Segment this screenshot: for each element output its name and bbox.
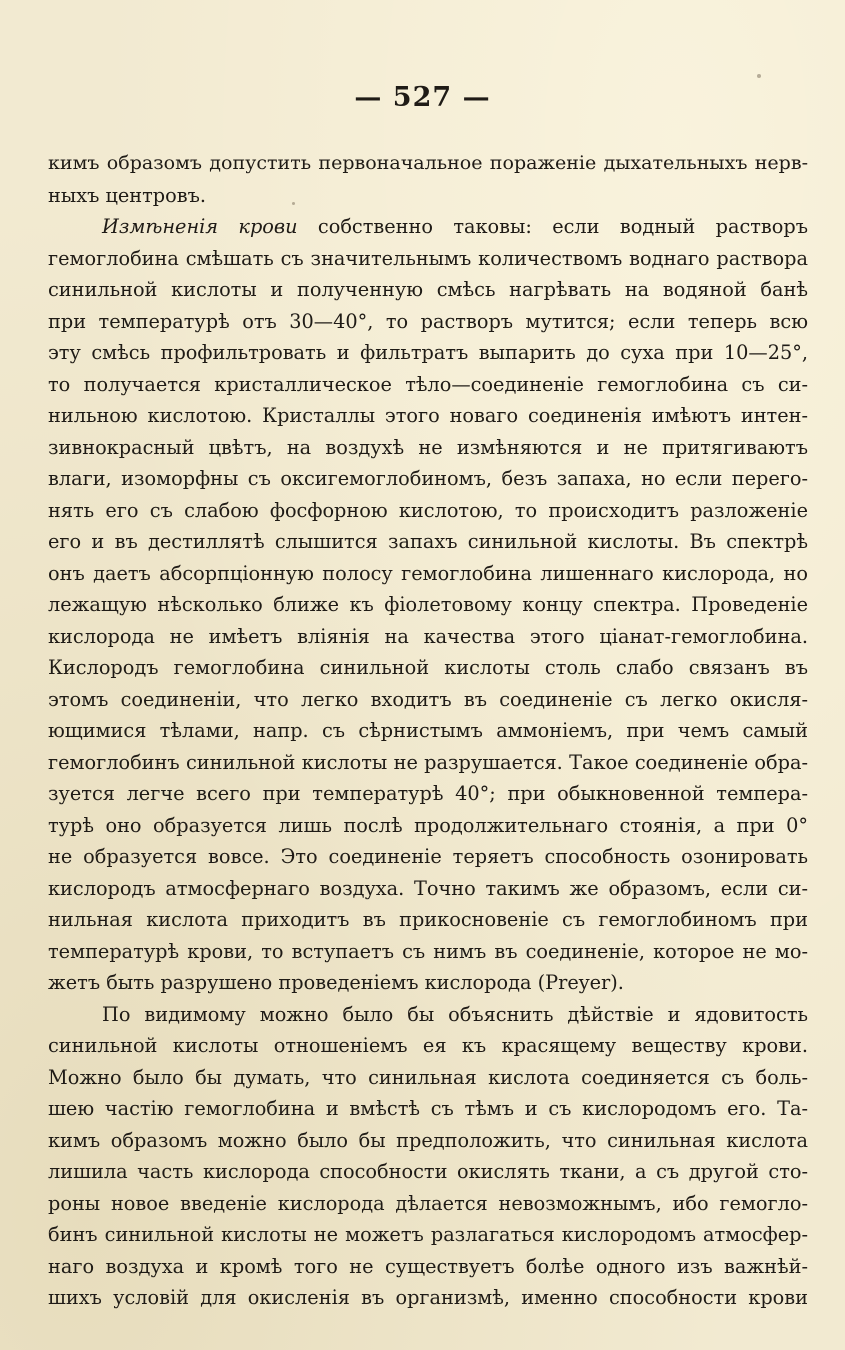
paragraph-3 — [48, 999, 808, 1314]
text-line: кимъ образомъ допустить первоначальное пораженіе дыхательныхъ нерв- — [48, 152, 808, 174]
text-line: при температурѣ отъ 30—40°, то растворъ мутится; если теперь всю — [48, 309, 808, 333]
text-line: лежащую нѣсколько ближе къ фіолетовому концу спектра. Проведеніе — [48, 593, 808, 616]
text-line: его и въ дестиллятѣ слышится запахъ синильной кислоты. Въ спектрѣ — [48, 530, 808, 553]
text-line: бинъ синильной кислоты не можетъ разлагаться кислородомъ атмосфер- — [48, 1223, 808, 1246]
text-line: зивнокрасный цвѣтъ, на воздухѣ не измѣняются и не притягиваютъ — [48, 435, 808, 459]
text-line: шею частію гемоглобина и вмѣстѣ съ тѣмъ и съ кислородомъ его. Та- — [48, 1097, 808, 1120]
paper-speck — [757, 74, 761, 78]
text-line: не образуется вовсе. Это соединеніе теряетъ способность озонировать — [48, 845, 808, 868]
text-line — [48, 211, 808, 243]
text-line: температурѣ крови, то вступаетъ съ нимъ въ соединеніе, которое не мо- — [48, 939, 808, 963]
text-line: нять его съ слабою фосфорною кислотою, то происходитъ разложеніе — [48, 498, 808, 522]
text-line: синильной кислоты отношеніемъ ея къ красящему веществу крови. — [48, 1034, 808, 1057]
text-line: турѣ оно образуется лишь послѣ продолжительнаго стоянія, а при 0° — [48, 813, 808, 837]
text-line: гемоглобина смѣшать съ значительнымъ количествомъ воднаго раствора — [48, 246, 808, 270]
italic-lead: Измѣненія крови — [102, 215, 298, 238]
text-line: синильной кислоты и полученную смѣсь нагрѣвать на водяной банѣ — [48, 278, 808, 301]
text-line: По видимому можно было бы объяснить дѣйствіе и ядовитость — [102, 1002, 808, 1026]
text-line: кимъ образомъ можно было бы предположить, что синильная кислота — [48, 1128, 808, 1152]
text-line: Можно было бы думать, что синильная кислота соединяется съ боль- — [48, 1065, 808, 1089]
text-line: кислорода не имѣетъ вліянія на качества этого ціанат-гемоглобина. — [48, 624, 808, 648]
paragraph-1 — [48, 148, 808, 211]
page-number: — 527 — — [354, 82, 491, 113]
body-text — [48, 148, 808, 1314]
text-line: лишила часть кислорода способности окислять ткани, а съ другой сто- — [48, 1160, 808, 1183]
text-line: шихъ условій для окисленія въ организмѣ, именно способности крови — [48, 1286, 808, 1309]
text-line: зуется легче всего при температурѣ 40°; при обыкновенной темпера- — [48, 782, 808, 805]
text-line: роны новое введеніе кислорода дѣлается невозможнымъ, ибо гемогло- — [48, 1191, 808, 1215]
text-line: то получается кристаллическое тѣло—соединеніе гемоглобина съ си- — [48, 372, 808, 396]
text-line: влаги, изоморфны съ оксигемоглобиномъ, безъ запаха, но если перего- — [48, 467, 808, 490]
text-line: наго воздуха и кромѣ того не существуетъ болѣе одного изъ важнѣй- — [48, 1254, 808, 1278]
text-line: гемоглобинъ синильной кислоты не разрушается. Такое соединеніе обра- — [48, 750, 808, 774]
text-fragment: собственно таковы: если водный растворъ — [297, 215, 808, 238]
paragraph-2 — [48, 211, 808, 999]
text-line: жетъ быть разрушено проведеніемъ кислорода (Preyer). — [48, 971, 624, 994]
text-line: онъ даетъ абсорпціонную полосу гемоглобина лишеннаго кислорода, но — [48, 561, 808, 585]
text-line: этомъ соединеніи, что легко входитъ въ соединеніе съ легко окисля- — [48, 687, 808, 711]
text-line: нильною кислотою. Кристаллы этого новаго соединенія имѣютъ интен- — [48, 404, 808, 427]
text-line: Кислородъ гемоглобина синильной кислоты столь слабо связанъ въ — [48, 656, 808, 679]
text-line: нильная кислота приходитъ въ прикосновеніе съ гемоглобиномъ при — [48, 908, 808, 931]
text-line: ныхъ центровъ. — [48, 183, 206, 207]
text-line: ющимися тѣлами, напр. съ сѣрнистымъ аммоніемъ, при чемъ самый — [48, 719, 808, 742]
text-line: кислородъ атмосфернаго воздуха. Точно такимъ же образомъ, если си- — [48, 876, 808, 900]
text-line: эту смѣсь профильтровать и фильтратъ выпарить до суха при 10—25°, — [48, 341, 808, 364]
